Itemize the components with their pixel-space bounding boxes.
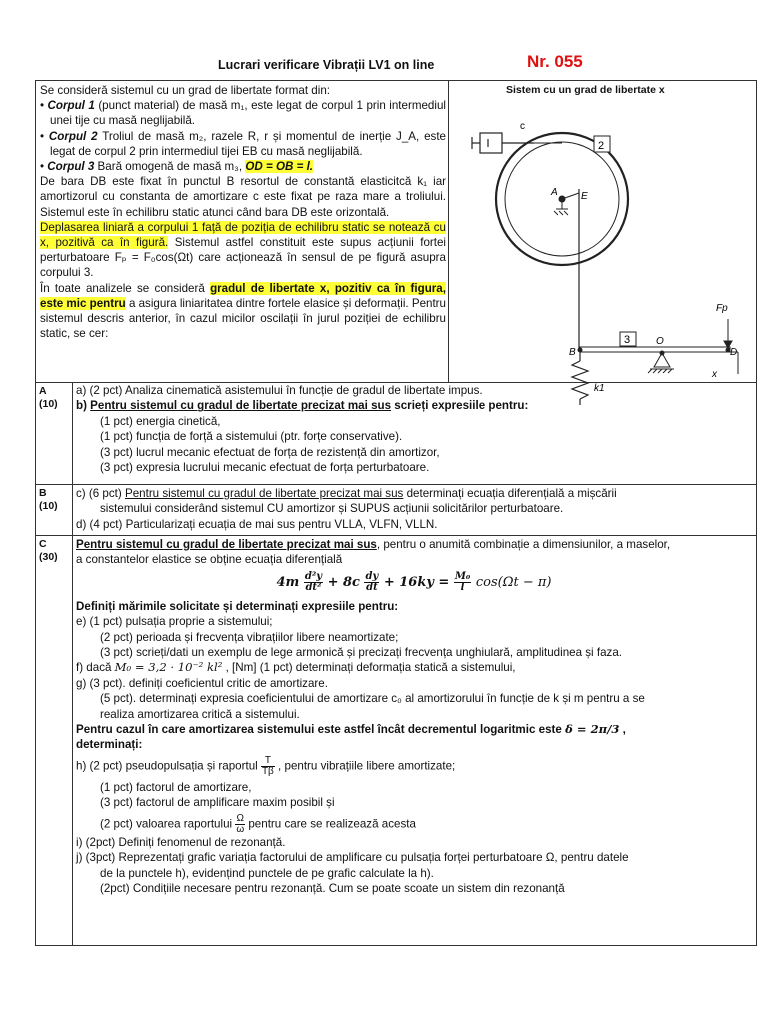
section-b-letter: B [39,487,47,499]
item-h [76,756,752,777]
item-g1: g) (3 pct). definiți coeficientul critic de amortizare. [76,676,328,690]
item-c [76,486,752,501]
section-c-letter: C [39,538,47,550]
item-h4-prefix: (2 pct) valoarea raportului [100,817,236,831]
body-1-name: Corpul 1 [47,99,95,113]
assumption-highlight: gradul de libertate x, pozitiv ca în figura, este mic pentru [40,281,446,310]
body-3-text: Bară omogenă de masă m₃, [97,160,243,174]
force-fp [724,319,732,348]
eq-term-force: cos(Ωt − π) [475,574,552,590]
item-c-underlined: Pentru sistemul cu gradul de libertate precizat mai sus [124,487,404,500]
eq-term-damping: + 8c [327,574,360,590]
item-f-prefix: f) dacă [76,661,115,675]
item-h-num: T [261,756,275,767]
damping-case-delta: δ = 2π/3 [565,722,620,737]
section-a-label [39,385,58,411]
assumption-text-b: a asigura liniaritatea dintre fortele elasice și deformații. Pentru sistemul descris anterior, în cazul micilor oscilații în jurul poziției de echilibru static, se cer: [40,296,446,341]
eq-fraction-accel [304,572,323,593]
displacement-highlight: Deplasarea liniară a corpului 1 față de poziția de echilibru static se notează cu x, pozitivă ca în figură. [40,220,446,250]
item-j2: de la punctele h), evidențind punctele de pe grafic calculate la h). [100,866,434,880]
item-e3: (3 pct) scrieți/dati un exemplu de lege armonică și precizați frecvența unghiulară, amplitudinea și faza. [100,646,622,660]
item-i: i) (2pct) Definiți fenomenul de rezonanță. [76,835,286,849]
body-2-text: Troliul de masă m₂, razele R, r și momentul de inerție J_A, este legat de corpul 2 prin intermediul tijei EB cu masă neglijabilă. [50,129,446,158]
item-h-prefix: h) (2 pct) pseudopulsația și raportul [76,759,261,773]
mechanism-diagram [468,99,738,394]
divider-c [36,535,756,536]
page-header [0,52,768,82]
section-c-label [39,538,58,564]
section-c [76,537,752,896]
eq-fraction-velocity [364,572,379,593]
body-3-name: Corpul 3 [47,160,95,174]
eq-den-1: dt² [305,581,322,593]
item-b [76,398,752,413]
item-b-underlined: Pentru sistemul cu gradul de libertate precizat mai sus [90,399,392,413]
section-c-intro-line2: a constantelor elastice se obține ecuația diferențială [76,553,343,567]
eq-den-2: dt [366,581,378,593]
item-h4-ratio [235,814,245,835]
item-g2: (5 pct). determinați expresia coeficientului de amortizare c₀ al amortizorului în funcție de k și m pentru a se [100,692,645,706]
item-f-suffix: (1 pct) determinați deformația statică a sistemului, [259,661,516,675]
bar-db-body-3 [578,347,731,353]
label-c: c [520,121,525,132]
item-c-prefix: c) (6 pct) [76,487,125,500]
divider-vertical-top [448,81,449,382]
eq-num-3: M₀ [454,570,471,582]
item-e2: (2 pct) perioada și frecvența vibrațiilor libere neamortizate; [100,630,399,644]
section-a-letter: A [39,385,47,397]
support-a [554,202,568,215]
item-f-math: M₀ = 3,2 · 10⁻² kl² [114,660,223,675]
pulley-body-2 [496,133,631,350]
item-b1: (1 pct) energia cinetică, [100,414,221,428]
section-b-label [39,487,58,513]
assumption-text-a: În toate analizele se consideră [40,281,205,295]
item-h4-num: Ω [236,812,244,824]
item-b3: (3 pct) lucrul mecanic efectuat de forța de rezistență din amortizor, [100,445,440,459]
determine-line: determinați: [76,738,143,752]
eq-term-stiffness: + 16ky = [383,574,450,590]
item-h-ratio [261,756,275,777]
item-a: a) (2 pct) Analiza cinematică asistemului în funcție de gradul de libertate impus. [76,384,483,397]
item-b-prefix: b) [76,399,91,413]
paragraph-assumptions [40,281,446,342]
problem-statement [40,83,446,341]
diagram-title: Sistem cu un grad de libertate x [506,84,665,96]
label-e: E [581,191,588,202]
damping-case-line [76,722,752,737]
item-b-suffix: scrieți expresiile pentru: [391,399,529,413]
paragraph-displacement [40,220,446,281]
section-a [76,383,752,475]
item-c-line2: sistemului considerând sistemul CU amortizor și SUPUS acțiunii solicitărilor perturbatoare. [100,502,564,516]
item-h4-den: ω [236,823,245,835]
item-h4 [76,814,752,835]
exam-table [35,80,757,946]
label-3: 3 [624,334,631,346]
item-h-suffix: , pentru vibrațiile libere amortizate; [274,759,456,773]
body-2-name: Corpul 2 [48,129,98,143]
label-a: A [551,187,558,198]
item-f [76,660,752,675]
item-f-unit: , [Nm] [222,661,260,675]
item-h2: (1 pct) factorul de amortizare, [100,780,252,794]
item-j1: j) (3pct) Reprezentați grafic variația factorului de amplificare cu pulsația forței perturbatoare Ω, pentru datele [76,851,629,865]
eq-den-3: l [460,581,465,593]
section-b [76,486,752,532]
label-2: 2 [598,140,605,152]
eq-num-2: dy [365,570,379,582]
label-x: x [712,369,717,380]
definitions-line: Definiți mărimile solicitate și determinați expresiile pentru: [76,599,399,613]
damper-c [472,133,534,153]
item-b4: (3 pct) expresia lucrului mecanic efectuat de forța perturbatoare. [100,461,430,475]
item-h4-suffix: pentru care se realizează acesta [245,817,416,831]
body-1-text: (punct material) de masă m₁, este legat de corpul 1 prin intermediul unei tije cu masă neglijabilă. [50,99,446,128]
section-a-points: (10) [39,398,58,410]
displacement-text: Sistemul astfel constituit este supus acțiunii fortei perturbatoare Fₚ = F₀cos(Ωt) care acționează în sensul de pe figură asupra corpului 3. [40,236,446,280]
item-e1: e) (1 pct) pulsația proprie a sistemului; [76,615,273,629]
item-j3: (2pct) Condițiile necesare pentru rezonanță. Cum se poate scoate un sistem din rezonanță [100,881,565,895]
section-c-intro [76,537,752,552]
divider-b [36,484,756,485]
divider-label-column [72,382,73,946]
body-1-description: • Corpul 1 (punct material) de masă m₁, este legat de corpul 1 prin intermediul unei tije cu masă neglijabilă. [40,99,446,128]
damping-case-comma: , [622,723,626,737]
item-h-den: Tβ [261,765,274,777]
differential-equation [76,572,752,593]
section-c-intro-underlined: Pentru sistemul cu gradul de libertate precizat mai sus [76,538,377,551]
body-3-description: • Corpul 3 Bară omogenă de masă m₃, OD = OB = l. [40,160,314,174]
intro-line: Se consideră sistemul cu un grad de libertate format din: [40,84,330,97]
label-d: D [730,347,738,358]
body-3-highlight: OD = OB = l. [245,160,314,174]
item-c-suffix: determinați ecuația diferențială a mișcării [403,487,617,500]
item-d: d) (4 pct) Particularizați ecuația de mai sus pentru VLLA, VLFN, VLLN. [76,517,438,531]
section-c-intro-suffix: , pentru o anumită combinație a dimensiunilor, a maselor, [376,538,671,551]
document-number: Nr. 055 [527,52,583,71]
damping-case-text: Pentru cazul în care amortizarea sistemului este astfel încât decrementul logaritmic este [76,723,562,737]
item-b2: (1 pct) funcția de forță a sistemului (ptr. forțe conservative). [100,430,403,444]
pivot-o [648,351,674,373]
section-c-points: (30) [39,551,58,563]
eq-fraction-moment [454,572,471,593]
paragraph-spring-damper: De bara DB este fixat în punctul B resortul de constantă elasticitcă k₁ iar amortizorul cu constanta de amortizare c este fixat pe raza mare a troliului. Sistemul este în echilibru static atunci când bara DB este orizontală. [40,175,446,219]
eq-term-mass: 4m [276,574,300,590]
label-b: B [569,347,576,358]
label-o: O [656,336,664,347]
eq-num-1: d²y [304,570,323,582]
document-title: Lucrari verificare Vibrații LV1 on line [218,58,435,72]
body-2-description: • Corpul 2 Troliul de masă m₂, razele R, r și momentul de inerție J_A, este legat de corpul 2 prin intermediul tijei EB cu masă neglijabilă. [40,129,446,158]
label-k1: k1 [594,383,605,394]
item-g3: realiza amortizarea critică a sistemului. [100,707,300,721]
item-h3: (3 pct) factorul de amplificare maxim posibil și [100,796,335,810]
label-fp: Fp [716,303,728,314]
section-b-points: (10) [39,500,58,512]
